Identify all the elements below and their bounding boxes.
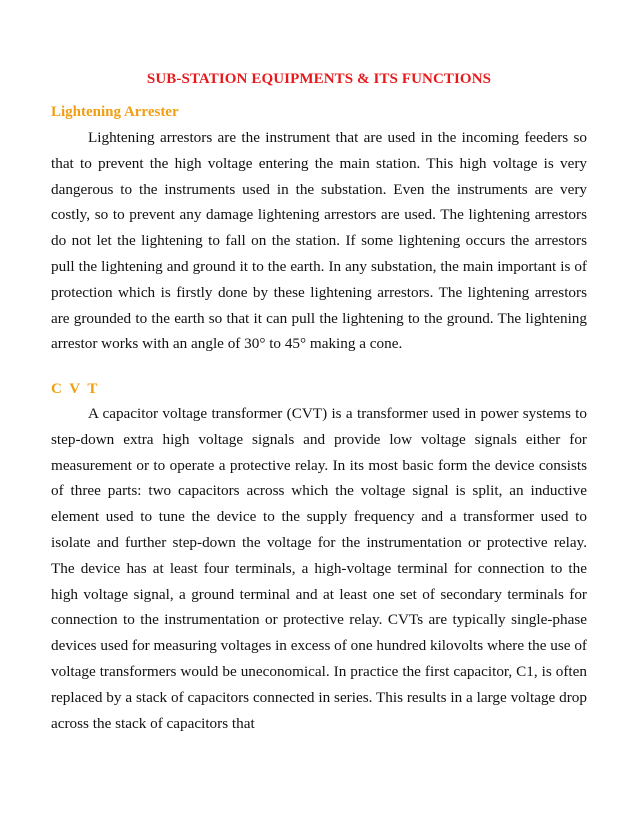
section-heading-cvt: C V T (51, 381, 100, 397)
section-body-lightening-arrester: Lightening arrestors are the instrument that are used in the incoming feeders so that to prevent the high voltage entering the main station. This high voltage is very dangerous to the instruments used in the substation. Even the instruments are very costly, so to prevent any damage lightening arrestors are used. The lightening arrestors do not let the lightening to fall on the station. If some lightening occurs the arrestors pull the lightening and ground it to the earth. In any substation, the main important is of protection which is firstly done by these lightening arrestors. The lightening arrestors are grounded to the earth so that it can pull the lightening to the ground. The lightening arrestor works with an angle of 30° to 45° making a cone. (51, 129, 587, 353)
document-title: SUB-STATION EQUIPMENTS & ITS FUNCTIONS (146, 71, 492, 87)
section-body-cvt: A capacitor voltage transformer (CVT) is a transformer used in power systems to step-down extra high voltage signals and provide low voltage signals either for measurement or to operate a protective relay. In its most basic form the device consists of three parts: two capacitors across which the voltage signal is split, an inductive element used to tune the device to the supply frequency and a transformer used to isolate and further step-down the voltage for the instrumentation or protective relay. The device has at least four terminals, a high-voltage terminal for connection to the high voltage signal, a ground terminal and at least one set of secondary terminals for connection to the instrumentation or protective relay. CVTs are typically single-phase devices used for measuring voltages in excess of one hundred kilovolts where the use of voltage transformers would be uneconomical. In practice the first capacitor, C1, is often replaced by a stack of capacitors connected in series. This results in a large voltage drop across the stack of capacitors that (51, 405, 587, 732)
section-heading-lightening-arrester: Lightening Arrester (51, 104, 179, 120)
